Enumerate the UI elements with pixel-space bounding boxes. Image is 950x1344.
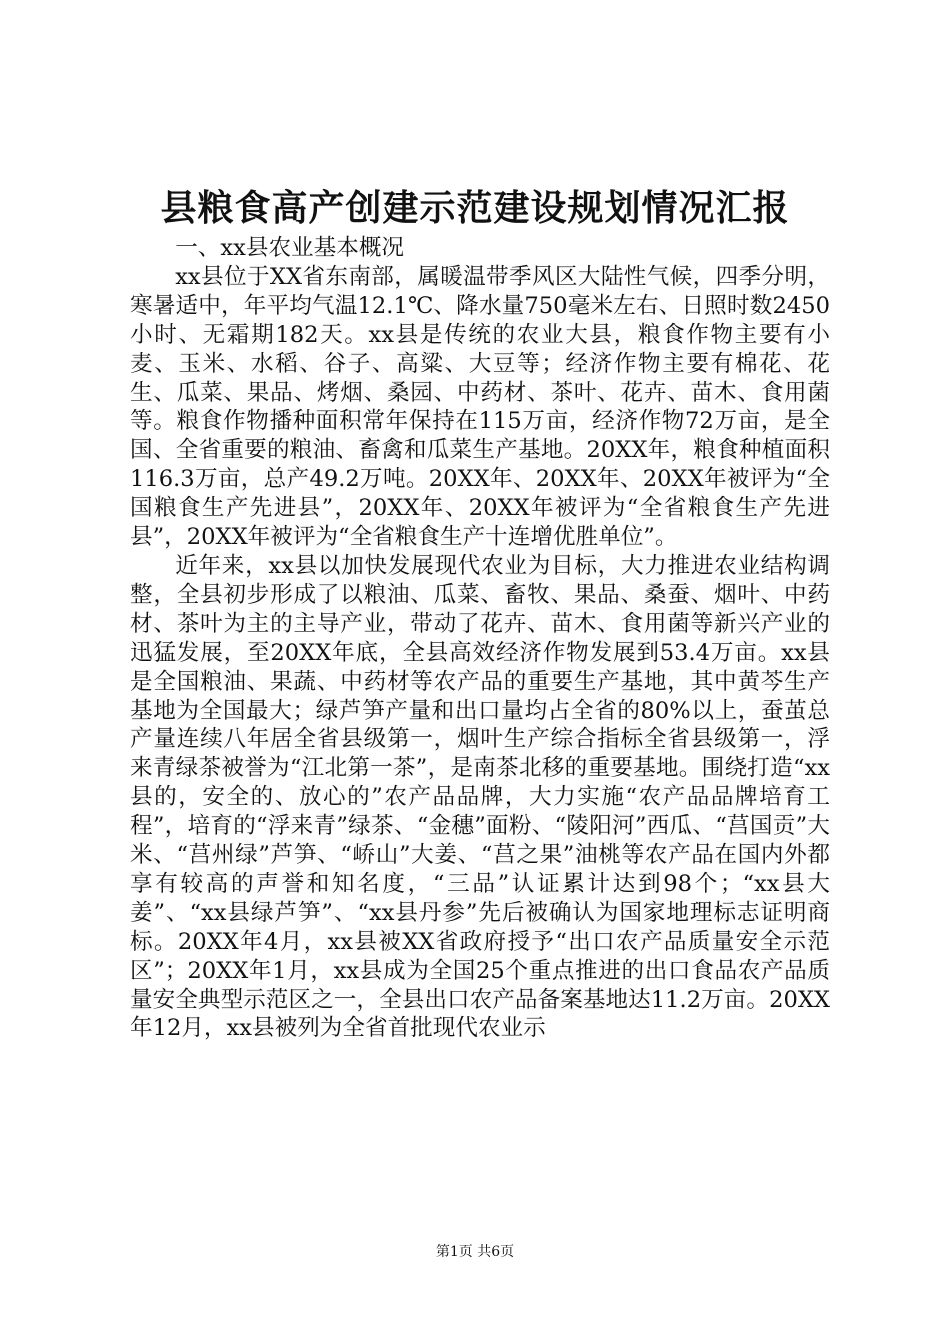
document-body: [130, 234, 830, 1043]
document-title: 县粮食高产创建示范建设规划情况汇报: [160, 187, 790, 229]
page-footer: [0, 1242, 950, 1262]
paragraph: 近年来，xx县以加快发展现代农业为目标，大力推进农业结构调整，全县初步形成了以粮油、瓜菜、畜牧、果品、桑蚕、烟叶、中药材、茶叶为主的主导产业，带动了花卉、苗木、食用菌等新兴产业的迅猛发展，至20XX年底，全县高效经济作物发展到53.4万亩。xx县是全国粮油、果蔬、中药材等农产品的重要生产基地，其中黄芩生产基地为全国最大；绿芦笋产量和出口量均占全省的80%以上，蚕茧总产量连续八年居全省县级第一，烟叶生产综合指标全省县级第一，浮来青绿茶被誉为“江北第一茶”，是南茶北移的重要基地。围绕打造“xx县的，安全的、放心的”农产品品牌，大力实施“农产品品牌培育工程”，培育的“浮来青”绿茶、“金穗”面粉、“陵阳河”西瓜、“莒国贡”大米、“莒州绿”芦笋、“峤山”大姜、“莒之果”油桃等农产品在国内外都享有较高的声誉和知名度，“三品”认证累计达到98个；“xx县大姜”、“xx县绿芦笋”、“xx县丹参”先后被确认为国家地理标志证明商标。20XX年4月，xx县被XX省政府授予“出口农产品质量安全示范区”；20XX年1月，xx县成为全国25个重点推进的出口食品农产品质量安全典型示范区之一，全县出口农产品备案基地达11.2万亩。20XX年12月，xx县被列为全省首批现代农业示: [130, 552, 830, 1042]
section-heading: 一、xx县农业基本概况: [175, 235, 405, 261]
paragraph: xx县位于XX省东南部，属暖温带季风区大陆性气候，四季分明，寒暑适中，年平均气温12.1℃、降水量750毫米左右、日照时数2450小时、无霜期182天。xx县是传统的农业大县，粮食作物主要有小麦、玉米、水稻、谷子、高粱、大豆等；经济作物主要有棉花、花生、瓜菜、果品、烤烟、桑园、中药材、茶叶、花卉、苗木、食用菌等。粮食作物播种面积常年保持在115万亩，经济作物72万亩，是全国、全省重要的粮油、畜禽和瓜菜生产基地。20XX年，粮食种植面积116.3万亩，总产49.2万吨。20XX年、20XX年、20XX年被评为“全国粮食生产先进县”，20XX年、20XX年被评为“全省粮食生产先进县”，20XX年被评为“全省粮食生产十连增优胜单位”。: [130, 263, 830, 551]
page-number: 第1页 共6页: [435, 1244, 515, 1260]
